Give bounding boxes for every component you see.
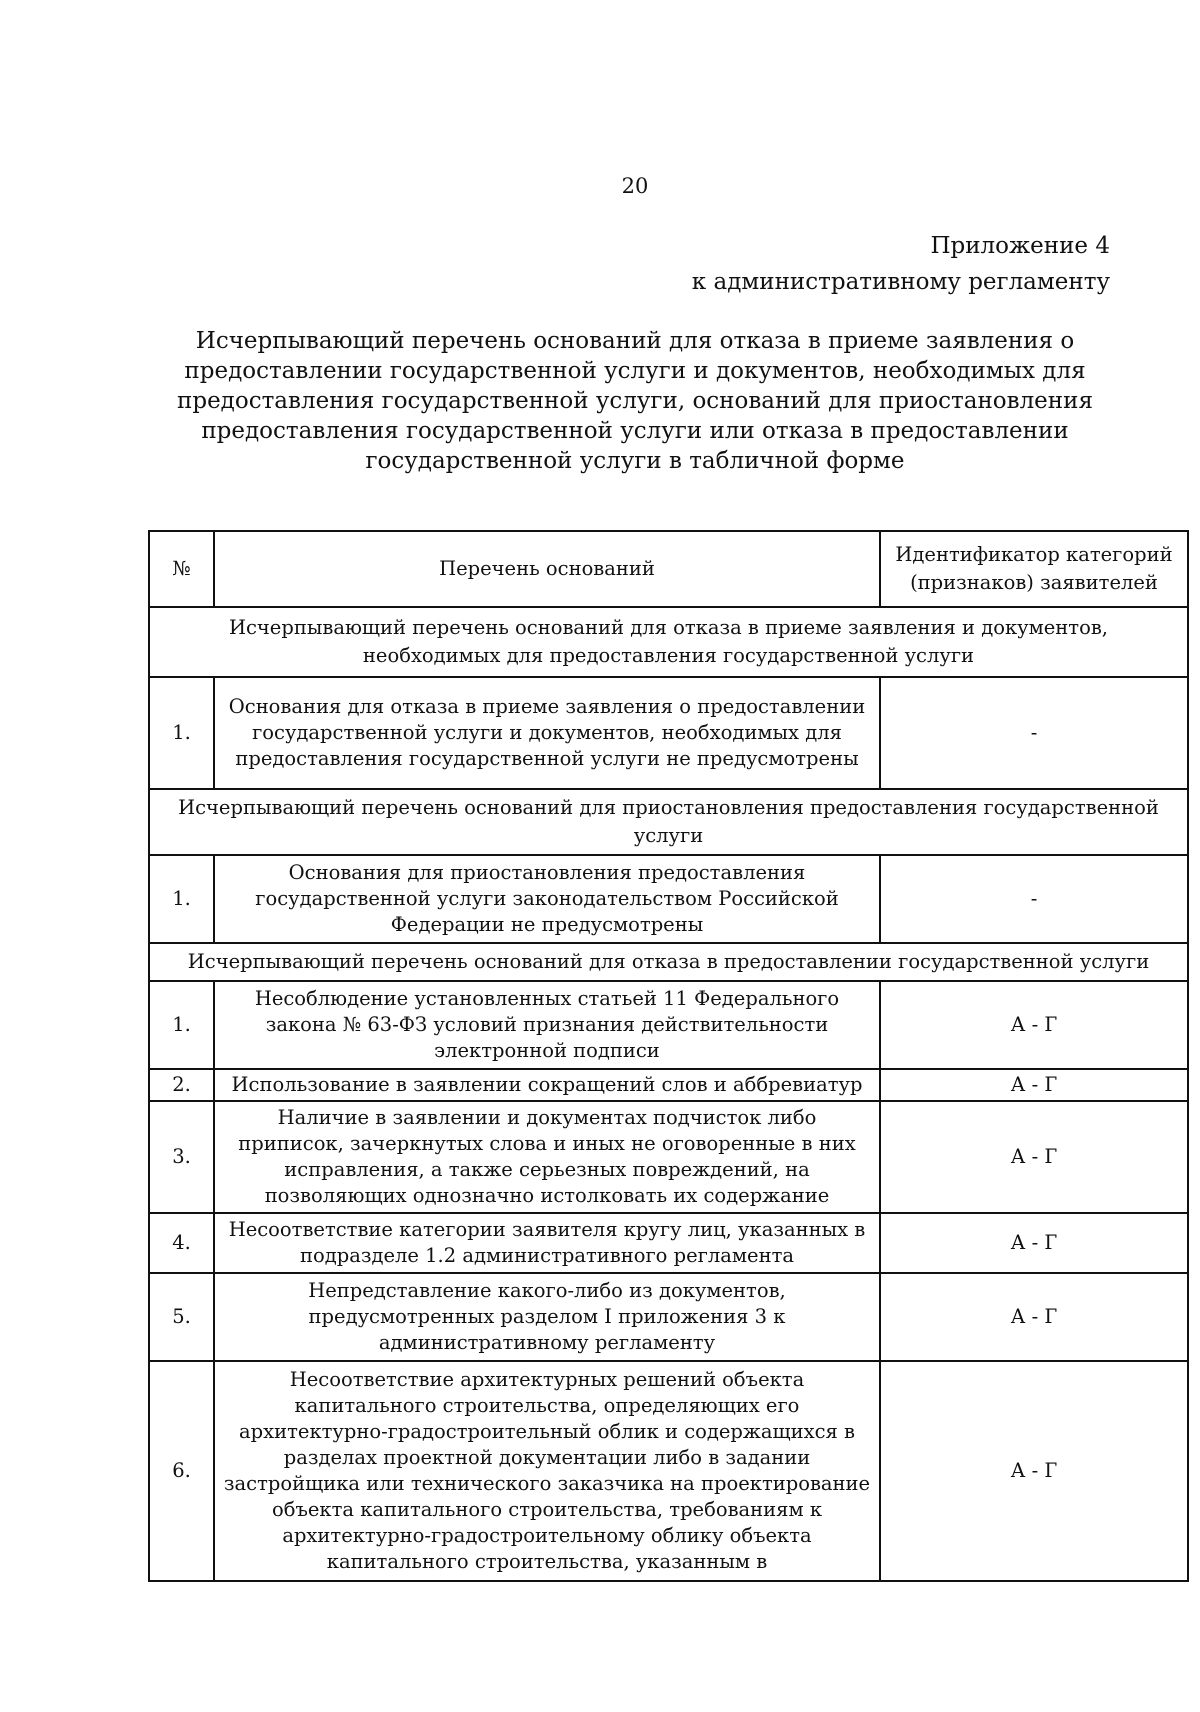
row-number: 6. <box>149 1361 214 1581</box>
row-text-line: административному регламенту <box>378 1331 716 1354</box>
section-title-line: Исчерпывающий перечень оснований для отказа в предоставлении государственной услуги <box>187 950 1150 973</box>
row-text-line: Непредставление какого-либо из документов, <box>308 1279 786 1302</box>
row-text-line: приписок, зачеркнутых слова и иных не оговоренные в них <box>238 1132 856 1155</box>
row-text <box>214 1273 880 1361</box>
section-title-line: Исчерпывающий перечень оснований для отказа в приеме заявления и документов, <box>228 616 1109 639</box>
row-text-line: подразделе 1.2 административного регламента <box>299 1244 794 1267</box>
section-header-row <box>149 943 1188 981</box>
row-text <box>214 981 880 1069</box>
section-title-line: Исчерпывающий перечень оснований для приостановления предоставления государственной <box>178 796 1159 819</box>
row-text <box>214 677 880 789</box>
row-number: 4. <box>149 1213 214 1273</box>
header-identifier-line: Идентификатор категорий <box>895 543 1173 566</box>
section-title <box>149 607 1188 677</box>
table-header-row <box>149 531 1188 607</box>
row-text-line: Основания для приостановления предоставления <box>288 861 806 884</box>
document-title <box>150 326 1120 476</box>
title-line: предоставления государственной услуги или отказа в предоставлении <box>201 418 1069 444</box>
row-text-line: капитального строительства, указанным в <box>326 1550 768 1573</box>
row-text-line: Использование в заявлении сокращений слов и аббревиатур <box>231 1073 863 1096</box>
row-identifier: А - Г <box>880 1273 1188 1361</box>
row-text-line: предусмотренных разделом I приложения 3 к <box>308 1305 786 1328</box>
appendix-line: к административному регламенту <box>691 269 1110 295</box>
row-identifier: - <box>880 855 1188 943</box>
row-identifier: А - Г <box>880 1101 1188 1213</box>
row-text-line: архитектурно-градостроительный облик и содержащихся в <box>239 1420 855 1443</box>
row-text-line: Федерации не предусмотрены <box>390 913 704 936</box>
row-text-line: исправления, а также серьезных повреждений, на <box>284 1158 810 1181</box>
header-identifier <box>880 531 1188 607</box>
row-text-line: электронной подписи <box>434 1039 660 1062</box>
row-identifier: А - Г <box>880 981 1188 1069</box>
row-number: 3. <box>149 1101 214 1213</box>
row-identifier: А - Г <box>880 1213 1188 1273</box>
title-line: предоставлении государственной услуги и документов, необходимых для <box>184 358 1086 384</box>
row-text-line: разделах проектной документации либо в задании <box>283 1446 811 1469</box>
table-row <box>149 677 1188 789</box>
row-number: 2. <box>149 1069 214 1101</box>
header-identifier-line: (признаков) заявителей <box>910 571 1158 594</box>
section-title <box>149 789 1188 855</box>
row-text-line: государственной услуги законодательством Российской <box>255 887 839 910</box>
row-identifier: А - Г <box>880 1069 1188 1101</box>
row-number: 5. <box>149 1273 214 1361</box>
row-text-line: Несоответствие архитектурных решений объекта <box>289 1368 805 1391</box>
row-text-line: позволяющих однозначно истолковать их содержание <box>264 1184 830 1207</box>
row-number: 1. <box>149 981 214 1069</box>
row-text-line: Несоответствие категории заявителя кругу лиц, указанных в <box>228 1218 866 1241</box>
table-row <box>149 1069 1188 1101</box>
row-text <box>214 1213 880 1273</box>
row-text-line: государственной услуги и документов, необходимых для <box>252 721 842 744</box>
row-number: 1. <box>149 855 214 943</box>
table-row <box>149 1273 1188 1361</box>
row-number: 1. <box>149 677 214 789</box>
row-text <box>214 855 880 943</box>
row-text-line: Наличие в заявлении и документах подчисток либо <box>277 1106 817 1129</box>
row-text-line: предоставления государственной услуги не предусмотрены <box>235 747 859 770</box>
row-text-line: закона № 63-ФЗ условий признания действительности <box>265 1013 829 1036</box>
row-text-line: застройщика или технического заказчика на проектирование <box>223 1472 871 1495</box>
section-title-line: услуги <box>633 824 704 847</box>
appendix-caption <box>692 228 1110 300</box>
page-number: 20 <box>621 174 649 198</box>
table-row <box>149 1361 1188 1581</box>
title-line: государственной услуги в табличной форме <box>365 448 905 474</box>
appendix-line: Приложение 4 <box>930 233 1110 259</box>
grounds-table <box>148 530 1189 1582</box>
section-header-row <box>149 789 1188 855</box>
title-line: Исчерпывающий перечень оснований для отказа в приеме заявления о <box>195 328 1075 354</box>
row-text <box>214 1361 880 1581</box>
row-text <box>214 1069 880 1101</box>
title-line: предоставления государственной услуги, оснований для приостановления <box>177 388 1093 414</box>
section-title-line: необходимых для предоставления государственной услуги <box>362 644 975 667</box>
row-text-line: капитального строительства, определяющих его <box>294 1394 800 1417</box>
row-text-line: Несоблюдение установленных статьей 11 Федерального <box>254 987 840 1010</box>
table-row <box>149 855 1188 943</box>
table-row <box>149 981 1188 1069</box>
row-identifier: А - Г <box>880 1361 1188 1581</box>
table-row <box>149 1213 1188 1273</box>
row-identifier: - <box>880 677 1188 789</box>
row-text <box>214 1101 880 1213</box>
header-list: Перечень оснований <box>214 531 880 607</box>
section-header-row <box>149 607 1188 677</box>
row-text-line: архитектурно-градостроительному облику объекта <box>282 1524 812 1547</box>
row-text-line: Основания для отказа в приеме заявления о предоставлении <box>228 695 866 718</box>
section-title <box>149 943 1188 981</box>
table-row <box>149 1101 1188 1213</box>
header-num: № <box>149 531 214 607</box>
row-text-line: объекта капитального строительства, требованиям к <box>271 1498 823 1521</box>
